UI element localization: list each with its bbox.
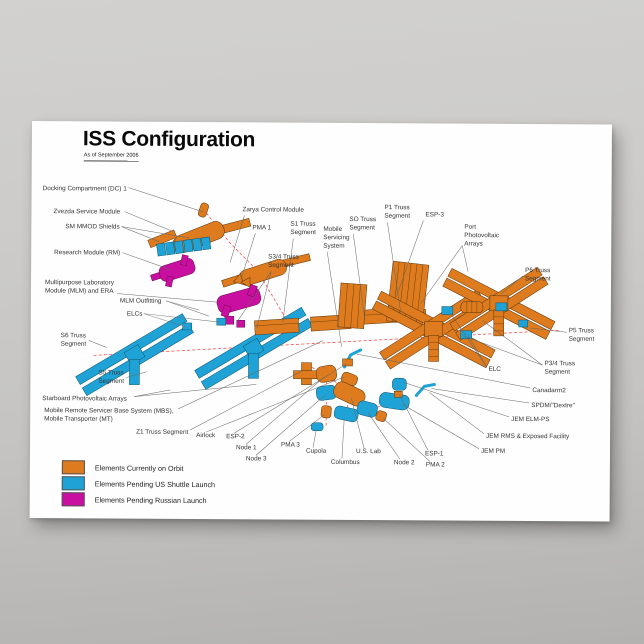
label-cupola: Cupola (305, 447, 327, 455)
leader-cupola (313, 431, 316, 448)
label-p34: P3/4 Truss Segment (544, 360, 576, 376)
legend-swatch-shuttle (62, 476, 85, 490)
cupola-module (311, 423, 323, 431)
label-canadarm2: Canadarm2 (532, 387, 566, 395)
label-elcs: ELCs (126, 310, 143, 318)
legend-row-orbit (62, 459, 215, 476)
label-esp1: ESP-1 (424, 450, 444, 458)
leader-s1 (283, 239, 294, 323)
label-mlm-outfitting: MLM Outfitting (119, 297, 162, 305)
iss-poster (30, 121, 612, 522)
node1-module (315, 364, 337, 383)
label-s0: SO Truss Segment (349, 215, 377, 232)
legend-row-russian (62, 491, 215, 508)
label-elc: ELC (488, 365, 501, 373)
leader-canadarm2 (356, 354, 530, 388)
elc-box-right-3 (496, 303, 507, 311)
legend-row-shuttle (62, 475, 215, 492)
label-jem-pm: JEM PM (480, 447, 506, 455)
poster-subtitle: As of September 2006 (84, 152, 139, 161)
leader-port-pv (462, 246, 468, 272)
rolled-array-cylinder-1 (461, 302, 483, 313)
label-dc1: Docking Compartment (DC) 1 (42, 185, 127, 193)
leader-mlm-outfitting (166, 301, 209, 316)
esp2-box (343, 359, 353, 366)
esp1-box (394, 391, 402, 397)
poster-title: ISS Configuration (82, 127, 256, 152)
leader-jem-elm (403, 382, 509, 417)
leader-zvezda (124, 212, 171, 231)
label-s34: S3/4 Truss Segment (268, 253, 299, 270)
leader-dc1 (128, 188, 203, 212)
label-node2: Node 2 (393, 459, 415, 467)
legend-swatch-orbit (62, 460, 85, 474)
leader-mlm-outfitting (166, 301, 199, 310)
label-p1: P1 Truss Segment (384, 204, 411, 220)
label-mbs-mt: Mobile Remote Servicer Base System (MBS), Mobile Transporter (MT) (44, 407, 174, 423)
label-p5: P5 Truss Segment (568, 327, 595, 343)
leader-spdm (431, 388, 529, 403)
label-mmod: SM MMOD Shields (65, 223, 120, 231)
legend-label-shuttle: Elements Pending US Shuttle Launch (94, 478, 216, 489)
label-columbus: Columbus (330, 458, 360, 467)
spdm-dextre-arm (416, 384, 434, 395)
label-jem-elm: JEM ELM-PS (511, 415, 550, 424)
label-jem-rms: JEM RMS & Exposed Facility (486, 432, 570, 441)
leader-jem-rms (429, 392, 484, 433)
label-mss: Mobile Servicing System (323, 225, 350, 250)
dc1-module (197, 202, 209, 218)
legend-label-orbit: Elements Currently on Orbit (94, 462, 184, 473)
label-pma1: PMA 1 (252, 224, 272, 232)
leader-columbus (342, 419, 344, 459)
label-s5: S5 Truss Segment (98, 369, 125, 385)
elc-box-right-2 (461, 331, 472, 339)
legend-swatch-russian (62, 492, 85, 506)
jem-elm-ps-module (392, 378, 406, 390)
elc-box-left-2 (217, 318, 226, 325)
z1-truss-stack (293, 363, 319, 385)
s6-array-pair (76, 310, 194, 396)
label-node1: Node 1 (235, 444, 257, 452)
leader-airlock (206, 376, 344, 433)
label-port-pv: Port Photovoltaic Arrays (464, 223, 500, 248)
label-s6: S6 Truss Segment (60, 332, 87, 348)
label-pma3: PMA 3 (281, 441, 300, 449)
label-rm: Research Module (RM) (54, 249, 121, 257)
leader-mmod (121, 227, 159, 242)
node2-module (356, 400, 379, 419)
label-z1: Z1 Truss Segment (136, 428, 189, 436)
elc-box-right-1 (442, 307, 453, 315)
label-p6: P6 Truss Segment (525, 267, 551, 283)
label-starboard-pv: Starboard Photovoltaic Arrays (42, 395, 127, 403)
leader-starboard-pv (134, 390, 170, 397)
leader-starboard-pv (134, 384, 256, 398)
label-uslab: U.S. Lab (355, 447, 381, 456)
label-node3: Node 3 (245, 455, 267, 463)
research-module (147, 252, 199, 292)
s1-truss-box (254, 318, 299, 335)
legend-label-russian: Elements Pending Russian Launch (94, 494, 207, 505)
radiator-panel-1 (338, 283, 367, 329)
label-airlock: Airlock (196, 432, 216, 440)
label-zarya: Zarya Control Module (242, 206, 304, 214)
label-esp3: ESP-3 (425, 211, 444, 219)
label-zvezda: Zvezda Service Module (53, 208, 121, 216)
label-esp2: ESP-2 (226, 433, 245, 441)
label-spdm: SPDM/"Dextre" (531, 402, 575, 410)
leader-esp1 (399, 394, 428, 450)
elc-box-right-4 (519, 320, 528, 327)
leader-mmod (121, 227, 189, 238)
legend (62, 459, 216, 508)
leader-node1 (246, 376, 324, 444)
label-pma2: PMA 2 (425, 461, 445, 469)
leader-jem-pm (402, 404, 479, 448)
label-s1: S1 Truss Segment (290, 220, 316, 237)
leader-pma2 (383, 418, 430, 461)
label-mlm: Multipurpose Laboratory Module (MLM) and ERA (44, 279, 114, 295)
leader-s6 (89, 340, 107, 347)
